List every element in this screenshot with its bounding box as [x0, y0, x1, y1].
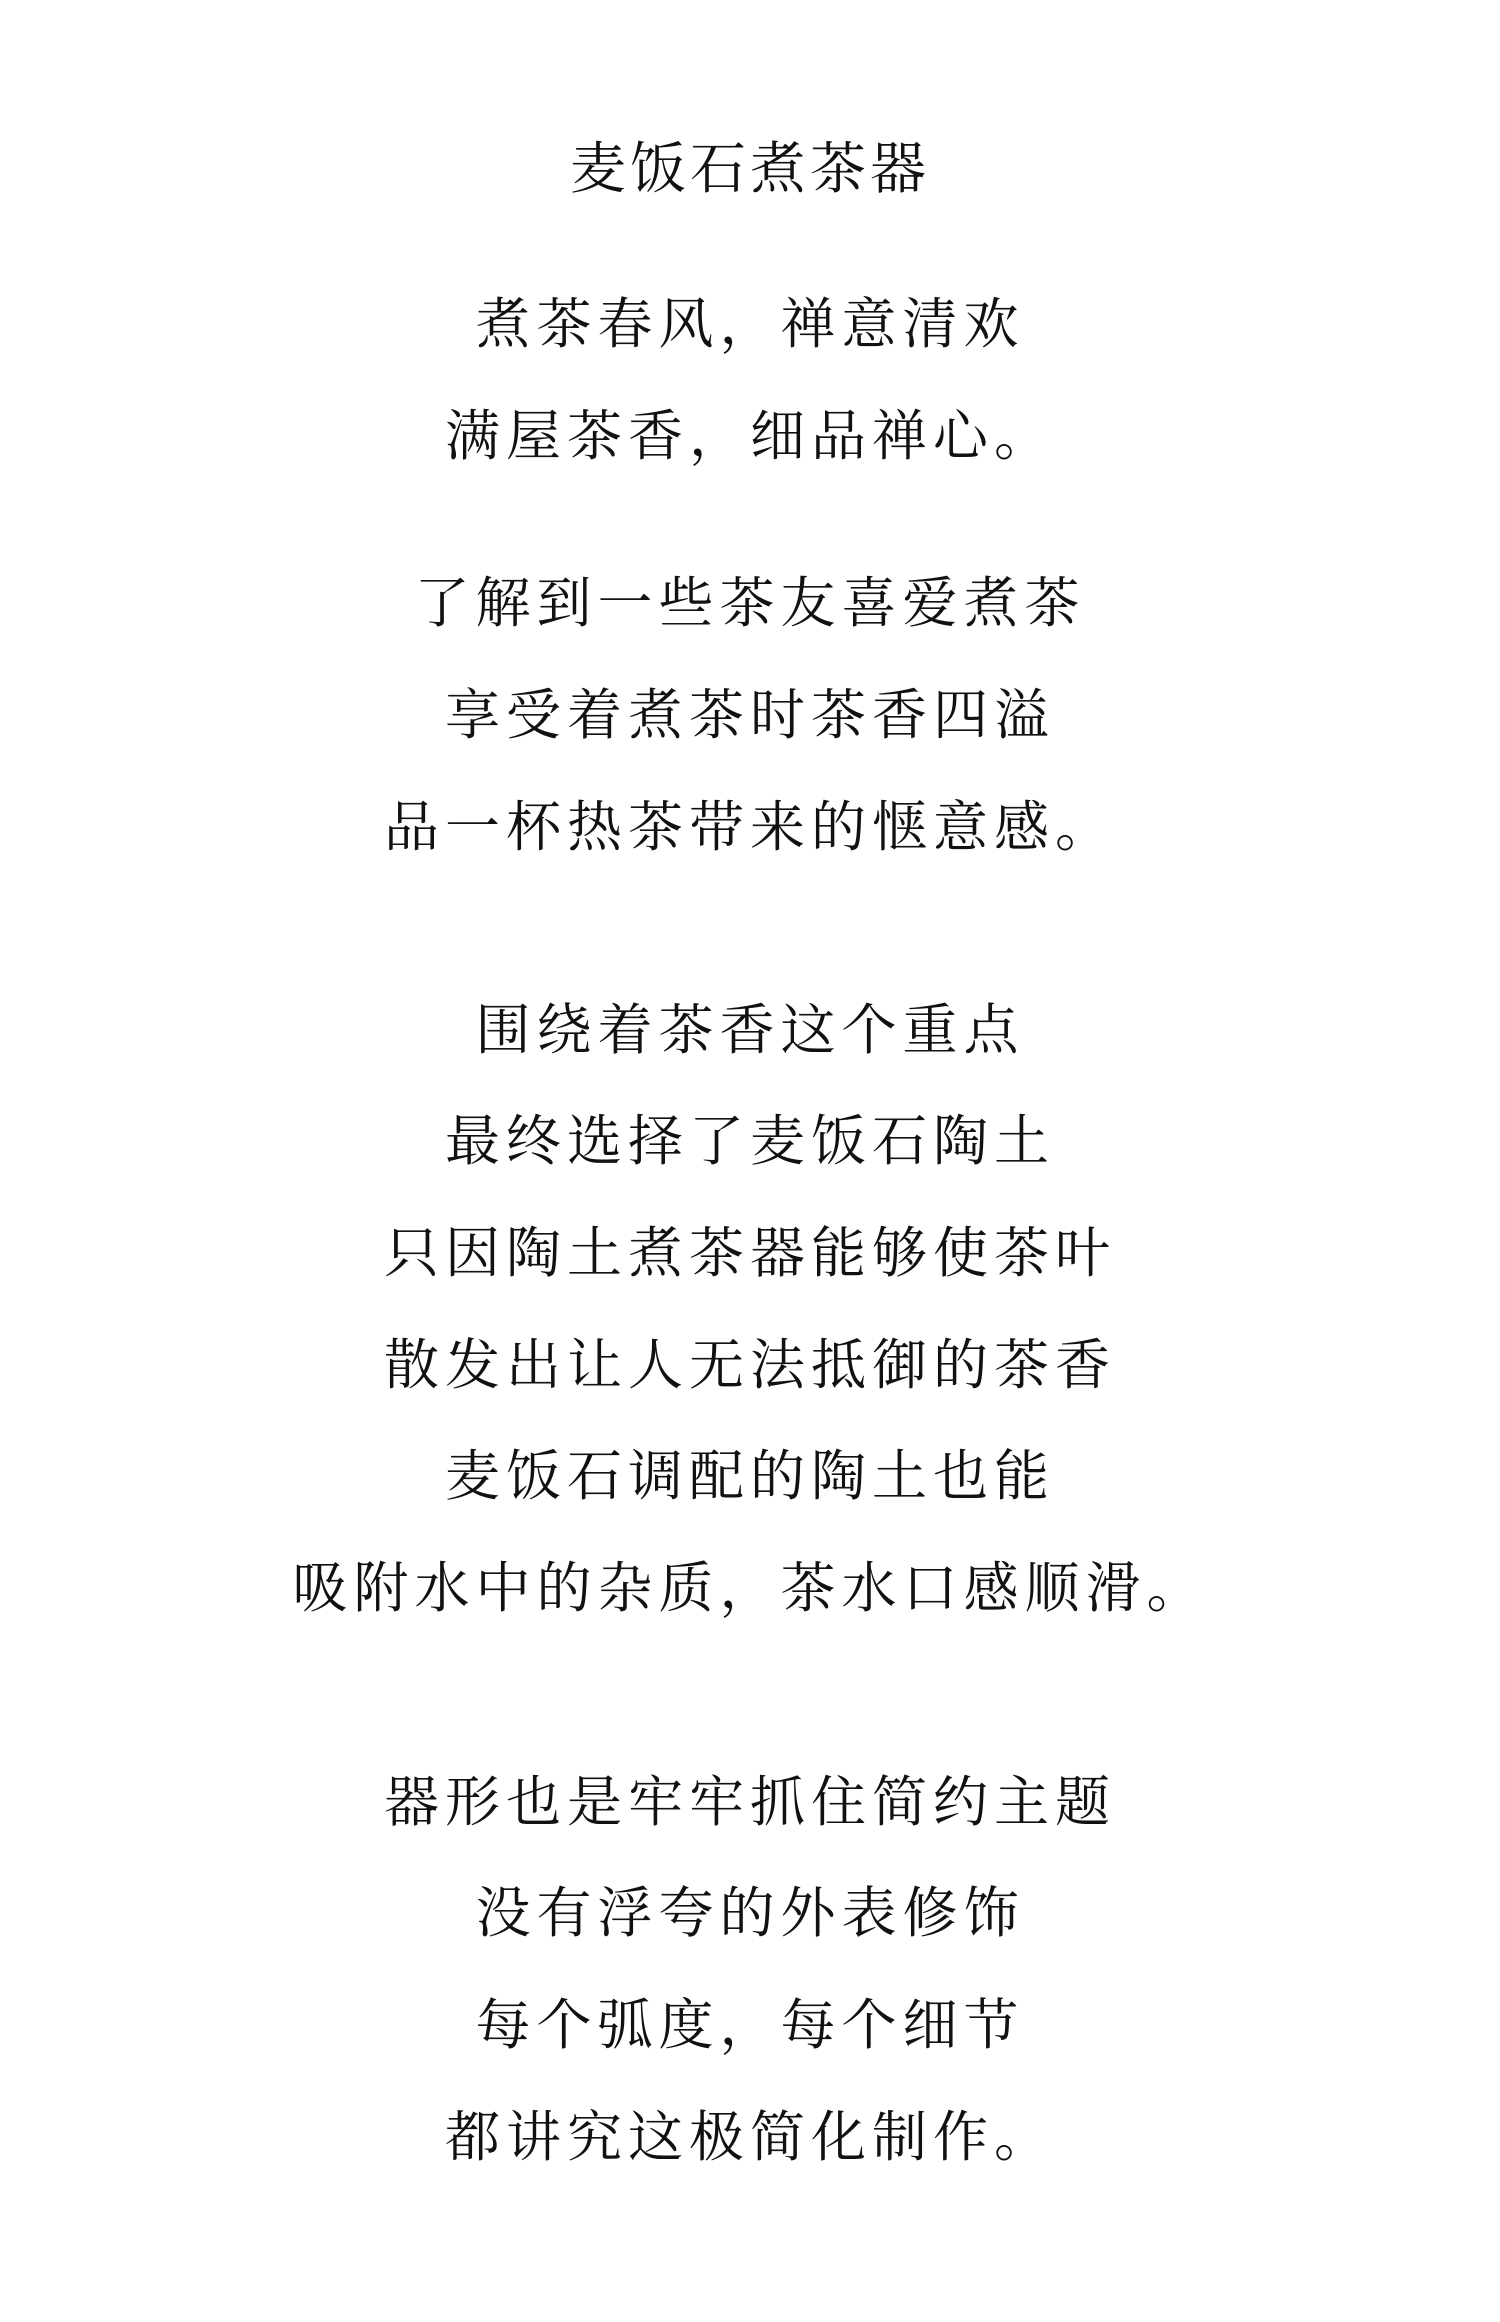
poem-line: 围绕着茶香这个重点 — [475, 998, 1025, 1062]
poem-line: 没有浮夸的外表修饰 — [475, 1881, 1025, 1945]
poem-line: 散发出让人无法抵御的茶香 — [383, 1333, 1116, 1397]
poem-line: 最终选择了麦饭石陶土 — [444, 1109, 1055, 1173]
poem-line: 麦饭石调配的陶土也能 — [444, 1444, 1055, 1508]
poem-line: 了解到一些茶友喜爱煮茶 — [414, 571, 1086, 635]
poem-line: 每个弧度，每个细节 — [475, 1993, 1025, 2057]
poem-line: 享受着煮茶时茶香四溢 — [444, 683, 1055, 747]
page-title: 麦饭石煮茶器 — [570, 137, 930, 202]
poem-line: 煮茶春风，禅意清欢 — [475, 292, 1025, 356]
poem-line: 器形也是牢牢抓住简约主题 — [383, 1770, 1116, 1834]
poem-line: 都讲究这极简化制作。 — [444, 2105, 1055, 2169]
poem-line: 满屋茶香，细品禅心。 — [444, 404, 1055, 468]
poem-line: 只因陶土煮茶器能够使茶叶 — [383, 1221, 1116, 1285]
poem-line: 品一杯热茶带来的惬意感。 — [383, 795, 1116, 859]
poem-line: 吸附水中的杂质，茶水口感顺滑。 — [292, 1556, 1208, 1620]
